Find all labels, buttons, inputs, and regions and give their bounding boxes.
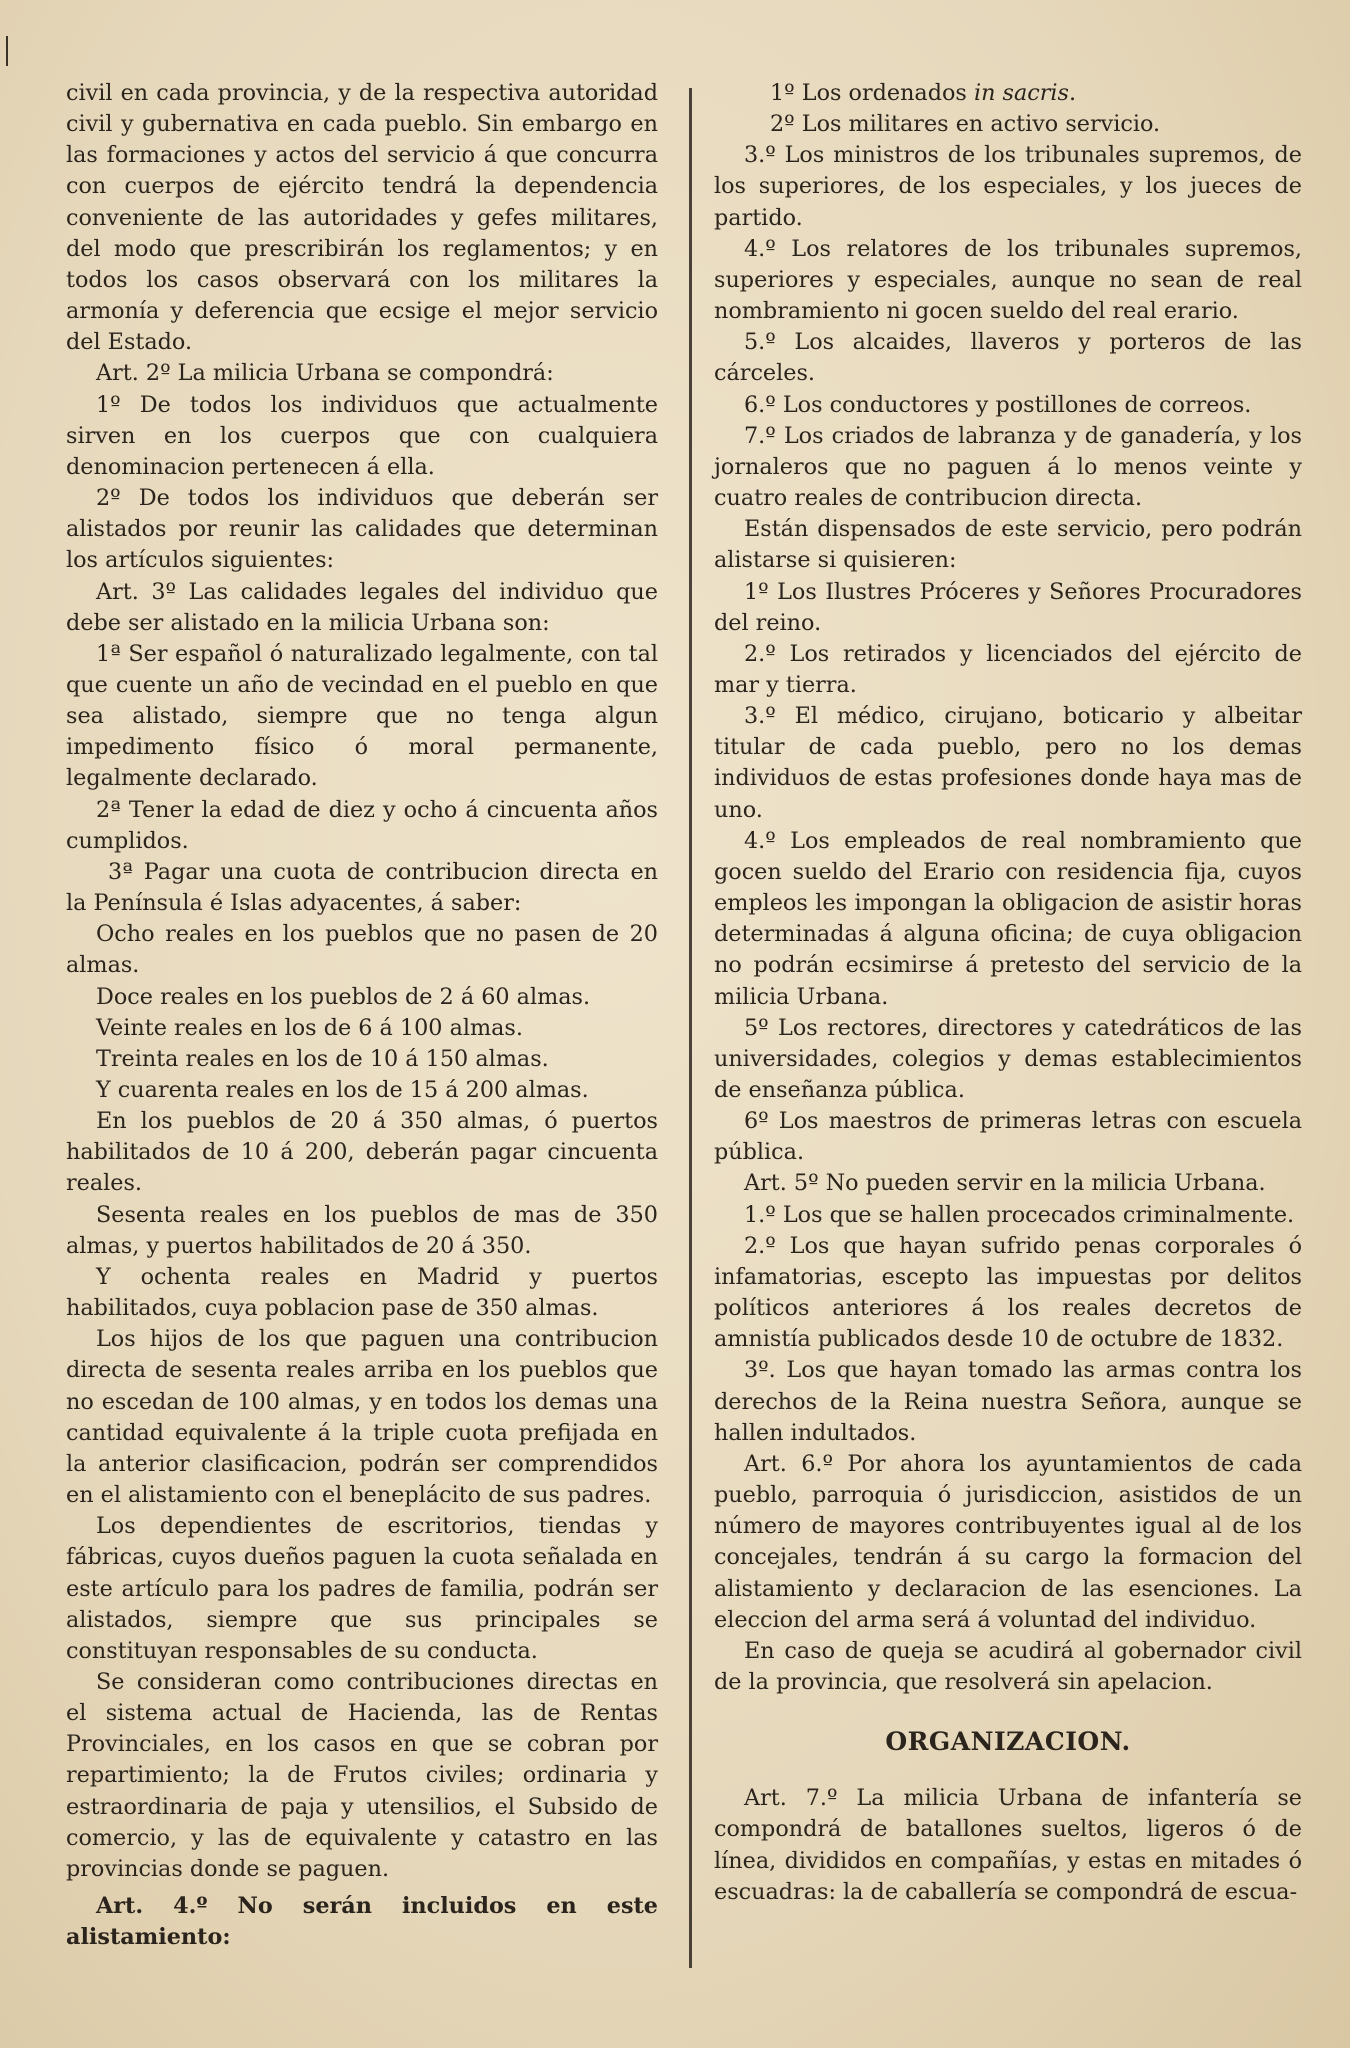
column-rule <box>689 88 692 1968</box>
paragraph: civil en cada provincia, y de la respectiva autoridad civil y gubernativa en cada pueblo. Sin embargo en las formaciones y actos del servicio á que concurra con cuerpos de ejército tendrá la dependencia conveniente de las autoridades y gefes militares, del modo que prescribirán los reglamentos; y en todos los casos observará con los militares la armonía y deferencia que ecsige el mejor servicio del Estado. <box>66 80 658 356</box>
list-item <box>714 78 1302 109</box>
paragraph: 1º De todos los individuos que actualmente sirven en los cuerpos que con cualquiera denominacion pertenecen á ella. <box>66 391 658 480</box>
paragraph: 3ª Pagar una cuota de contribucion directa en la Península é Islas adyacentes, á saber: <box>66 858 658 917</box>
section-heading: ORGANIZACION. <box>885 1727 1131 1757</box>
article-heading: Art. 5º No pueden servir en la milicia Urbana. <box>744 1170 1266 1197</box>
list-item-italic: in sacris <box>973 80 1069 106</box>
quota-line: Y cuarenta reales en los de 15 á 200 almas. <box>96 1077 589 1103</box>
quota-line: Veinte reales en los de 6 á 100 almas. <box>96 1014 523 1041</box>
list-item: 6º Los maestros de primeras letras con escuela pública. <box>714 1108 1302 1166</box>
right-column <box>714 78 1302 1908</box>
list-item <box>714 109 1302 140</box>
list-item-text: 1º Los ordenados <box>770 80 974 106</box>
quota-line: Doce reales en los pueblos de 2 á 60 almas. <box>96 983 591 1010</box>
paragraph: 2º De todos los individuos que deberán ser alistados por reunir las calidades que determinan los artículos siguientes: <box>66 485 658 574</box>
list-item-text: 2º Los militares en activo servicio. <box>770 111 1161 138</box>
list-item: 7.º Los criados de labranza y de ganadería, y los jornaleros que no paguen á lo menos veinte y cuatro reales de contribucion directa. <box>714 422 1302 512</box>
list-item: 5.º Los alcaides, llaveros y porteros de las cárceles. <box>714 329 1302 387</box>
list-item-suffix: . <box>1069 80 1077 106</box>
quota-line: Sesenta reales en los pueblos de mas de 350 almas, y puertos habilitados de 20 á 350. <box>66 1201 658 1259</box>
list-item: 6.º Los conductores y postillones de correos. <box>744 391 1252 418</box>
paragraph: Art. 6.º Por ahora los ayuntamientos de cada pueblo, parroquia ó jurisdiccion, asistidos de un número de mayores contribuyentes igual al de los concejales, tendrán á su cargo la formacion del alistamiento y declaracion de las esenciones. La eleccion del arma será á voluntad del individuo. <box>714 1450 1302 1633</box>
list-item: 4.º Los relatores de los tribunales supremos, superiores y especiales, aunque no sean de real nombramiento ni gocen sueldo del real erario. <box>714 235 1302 325</box>
list-item: 5º Los rectores, directores y catedráticos de las universidades, colegios y demas establecimientos de enseñanza pública. <box>714 1014 1302 1103</box>
quota-line: Treinta reales en los de 10 á 150 almas. <box>96 1045 549 1072</box>
quota-line: Y ochenta reales en Madrid y puertos habilitados, cuya poblacion pase de 350 almas. <box>66 1263 658 1322</box>
list-item: 2.º Los que hayan sufrido penas corporales ó infamatorias, escepto las impuestas por delitos políticos anteriores á los reales decretos de amnistía publicados desde 10 de octubre de 1832. <box>714 1232 1302 1353</box>
paragraph: Los dependientes de escritorios, tiendas y fábricas, cuyos dueños paguen la cuota señalada en este artículo para los padres de familia, podrán ser alistados, siempre que sus principales se constituyan responsables de su conducta. <box>66 1513 658 1664</box>
list-item: 2.º Los retirados y licenciados del ejército de mar y tierra. <box>714 640 1302 698</box>
paragraph: Art. 7.º La milicia Urbana de infantería se compondrá de batallones sueltos, ligeros ó de línea, divididos en compañías, y estas en mitades ó escuadras: la de caballería se compondrá de escua- <box>714 1785 1302 1905</box>
article-heading: Art. 2º La milicia Urbana se compondrá: <box>96 360 554 387</box>
paragraph: Están dispensados de este servicio, pero podrán alistarse si quisieren: <box>714 516 1302 574</box>
list-item: 3.º El médico, cirujano, boticario y albeitar titular de cada pueblo, pero no los demas individuos de estas profesiones donde haya mas de uno. <box>714 703 1302 823</box>
article-heading: Art. 4.º No serán incluidos en este alistamiento: <box>66 1893 658 1951</box>
list-item: 1.º Los que se hallen procecados criminalmente. <box>744 1201 1295 1228</box>
paragraph: En caso de queja se acudirá al gobernador civil de la provincia, que resolverá sin apelacion. <box>714 1637 1302 1695</box>
list-item: 3º. Los que hayan tomado las armas contra los derechos de la Reina nuestra Señora, aunque se hallen indultados. <box>714 1357 1302 1446</box>
article-heading: Art. 3º Las calidades legales del individuo que debe ser alistado en la milicia Urbana son: <box>66 578 658 636</box>
paragraph: 2ª Tener la edad de diez y ocho á cincuenta años cumplidos. <box>66 796 658 854</box>
left-column <box>66 78 658 1953</box>
paragraph: Los hijos de los que paguen una contribucion directa de sesenta reales arriba en los pueblos que no escedan de 100 almas, y en todos los demas una cantidad equivalente á la triple cuota prefijada en la anterior clasificacion, podrán ser comprendidos en el alistamiento con el beneplácito de sus padres. <box>66 1326 658 1509</box>
list-item: 1º Los Ilustres Próceres y Señores Procuradores del reino. <box>714 578 1302 636</box>
list-item: 3.º Los ministros de los tribunales supremos, de los superiores, de los especiales, y los jueces de partido. <box>714 142 1302 231</box>
quota-line: Ocho reales en los pueblos que no pasen de 20 almas. <box>66 921 658 979</box>
quota-line: En los pueblos de 20 á 350 almas, ó puertos habilitados de 10 á 200, deberán pagar cincuenta reales. <box>66 1108 658 1197</box>
paragraph: Se consideran como contribuciones directas en el sistema actual de Hacienda, las de Rentas Provinciales, en los casos en que se cobran por repartimiento; la de Frutos civiles; ordinaria y estraordinaria de paja y utensilios, el Subsido de comercio, y las de equivalente y catastro en las provincias donde se paguen. <box>66 1668 658 1882</box>
list-item: 4.º Los empleados de real nombramiento que gocen sueldo del Erario con residencia fija, cuyos empleos les impongan la obligacion de asistir horas determinadas á alguna oficina; de cuya obligacion no podrán ecsimirse á pretesto del servicio de la milicia Urbana. <box>714 827 1302 1010</box>
margin-mark <box>6 36 8 66</box>
paragraph: 1ª Ser español ó naturalizado legalmente, con tal que cuente un año de vecindad en el pueblo en que sea alistado, siempre que no tenga algun impedimento físico ó moral permanente, legalmente declarado. <box>66 640 658 792</box>
